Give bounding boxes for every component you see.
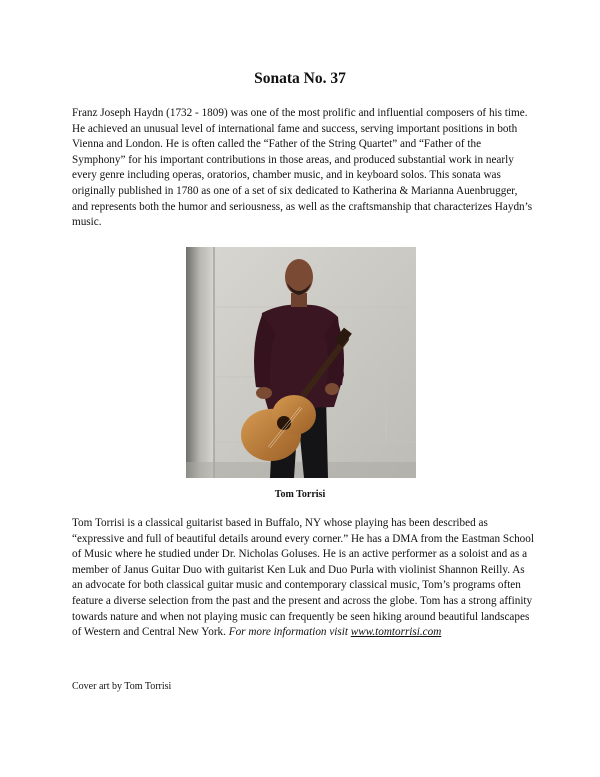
bio-text: Tom Torrisi is a classical guitarist based in Buffalo, NY whose playing has been described as “expressive and full of beautiful details around every corner.” He has a DMA from the Eastman School of Music where he studied under Dr. Nicholas Goluses. He is an active performer as a soloist and as a member of Janus Guitar Duo with guitarist Ken Luk and Duo Purla with violinist Shannon Reilly. As an advocate for both classical guitar music and contemporary classical music, Tom’s programs often feature a diverse selection from the past and the present and across the globe. Tom has a strong affinity towards nature and when not playing music can frequently be seen hiking around beautiful landscapes of Western and Central New York. — [72, 517, 534, 639]
bio-paragraph — [72, 516, 536, 641]
page-title: Sonata No. 37 — [254, 70, 346, 87]
guitarist-photo — [186, 247, 416, 478]
composer-paragraph: Franz Joseph Haydn (1732 - 1809) was one of the most prolific and influential composers of his time. He achieved an unusual level of international fame and success, serving important positions in both Vienna and London. He is often called the “Father of the String Quartet” and “Father of the Symphony” for his important contributions in those areas, and produced substantial work in nearly every genre including operas, oratorios, chamber music, and in keyboard solos. This sonata was originally published in 1780 as one of a set of six dedicated to Katherina & Marianna Auenbrugger, and represents both the humor and seriousness, as well as the craftsmanship that characterizes Haydn’s music. — [72, 107, 533, 229]
website-link[interactable]: www.tomtorrisi.com — [350, 626, 442, 639]
cover-credit: Cover art by Tom Torrisi — [72, 681, 172, 692]
photo-caption: Tom Torrisi — [274, 489, 326, 500]
more-info-text: For more information visit — [228, 626, 348, 639]
